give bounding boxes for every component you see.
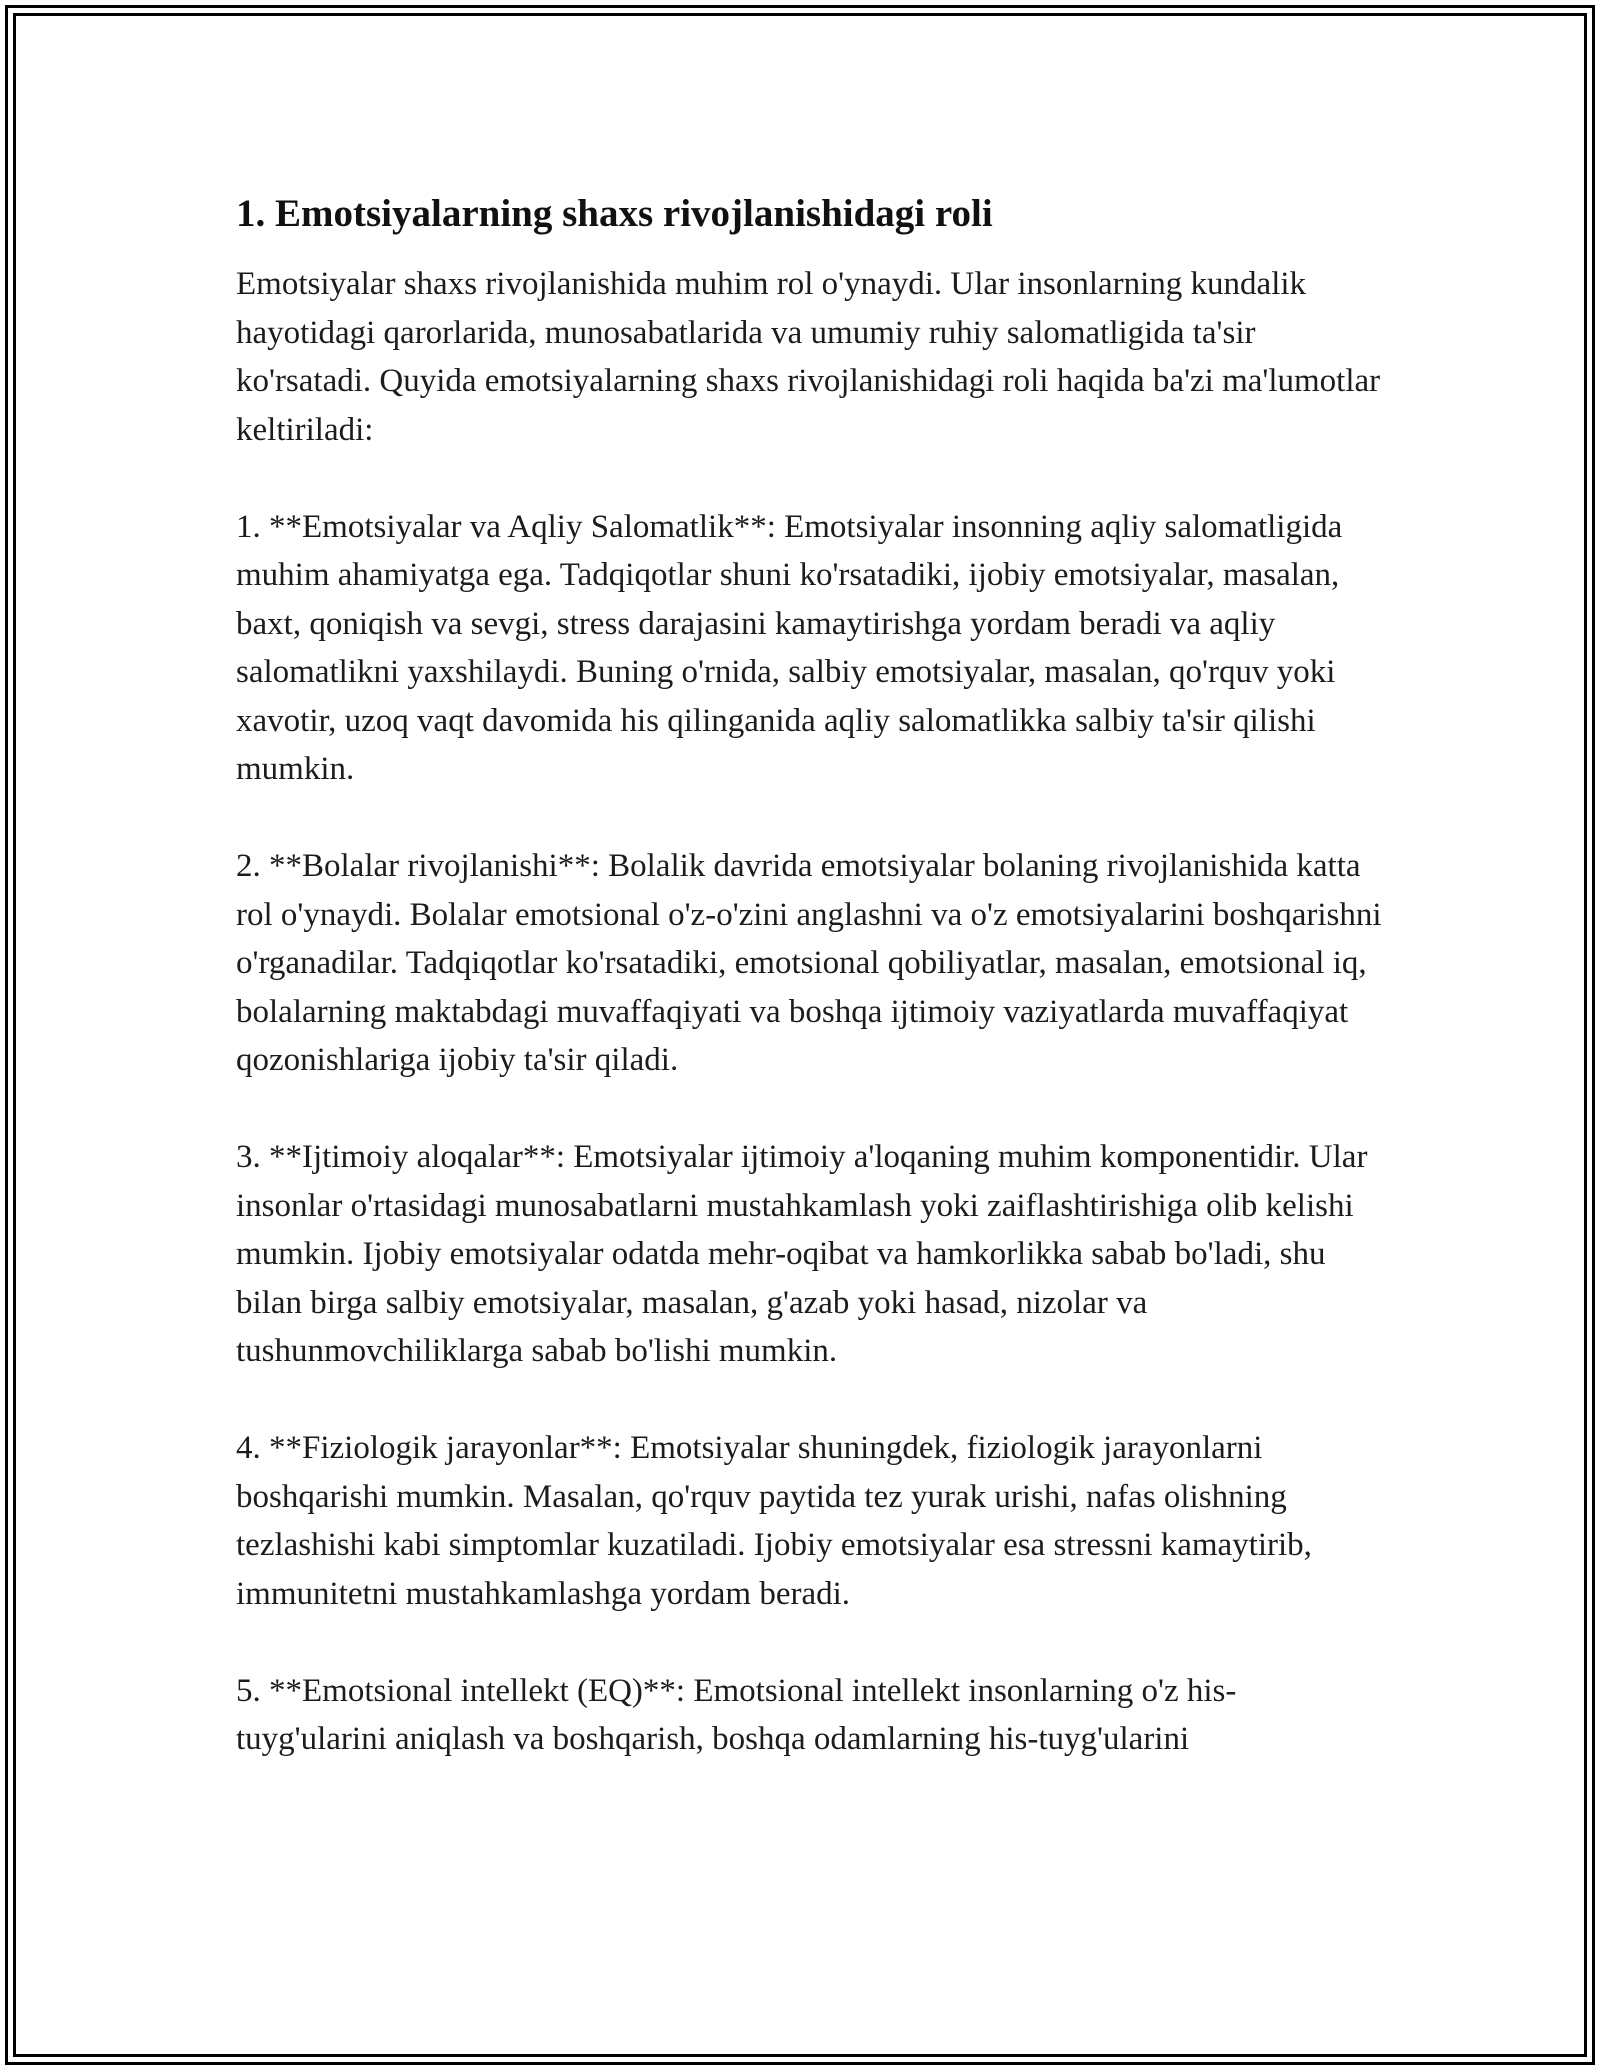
paragraph-physiological-processes: 4. **Fiziologik jarayonlar**: Emotsiyalar shuningdek, fiziologik jarayonlarni boshqarishi mumkin. Masalan, qo'rquv paytida tez yurak urishi, nafas olishning tezlashishi kabi simptomlar kuzatiladi. Ijobiy emotsiyalar esa stressni kamaytirib, immunitetni mustahkamlashga yordam beradi. bbox=[236, 1430, 1312, 1612]
paragraph-social-relations: 3. **Ijtimoiy aloqalar**: Emotsiyalar ijtimoiy a'loqaning muhim komponentidir. Ular insonlar o'rtasidagi munosabatlarni mustahkamlash yoki zaiflashtirishiga olib kelishi mumkin. Ijobiy emotsiyalar odatda mehr-oqibat va hamkorlikka sabab bo'ladi, shu bilan birga salbiy emotsiyalar, masalan, g'azab yoki hasad, nizolar va tushunmovchiliklarga sabab bo'lishi mumkin. bbox=[236, 1139, 1368, 1369]
intro-paragraph: Emotsiyalar shaxs rivojlanishida muhim rol o'ynaydi. Ular insonlarning kundalik hayotidagi qarorlarida, munosabatlarida va umumiy ruhiy salomatligida ta'sir ko'rsatadi. Quyida emotsiyalarning shaxs rivojlanishidagi roli haqida ba'zi ma'lumotlar keltiriladi: bbox=[236, 266, 1381, 448]
document-body bbox=[236, 188, 1386, 1812]
section-heading: 1. Emotsiyalarning shaxs rivojlanishidagi roli bbox=[236, 192, 993, 235]
paragraph-mental-health: 1. **Emotsiyalar va Aqliy Salomatlik**: Emotsiyalar insonning aqliy salomatligida muhim ahamiyatga ega. Tadqiqotlar shuni ko'rsatadiki, ijobiy emotsiyalar, masalan, baxt, qoniqish va sevgi, stress darajasini kamaytirishga yordam beradi va aqliy salomatlikni yaxshilaydi. Buning o'rnida, salbiy emotsiyalar, masalan, qo'rquv yoki xavotir, uzoq vaqt davomida his qilinganida aqliy salomatlikka salbiy ta'sir qilishi mumkin. bbox=[236, 508, 1343, 787]
paragraph-child-development: 2. **Bolalar rivojlanishi**: Bolalik davrida emotsiyalar bolaning rivojlanishida katta rol o'ynaydi. Bolalar emotsional o'z-o'zini anglashni va o'z emotsiyalarini boshqarishni o'rganadilar. Tadqiqotlar ko'rsatadiki, emotsional qobiliyatlar, masalan, emotsional iq, bolalarning maktabdagi muvaffaqiyati va boshqa ijtimoiy vaziyatlarda muvaffaqiyat qozonishlariga ijobiy ta'sir qiladi. bbox=[236, 848, 1382, 1078]
paragraph-emotional-intelligence: 5. **Emotsional intellekt (EQ)**: Emotsional intellekt insonlarning o'z his-tuyg'ularini aniqlash va boshqarish, boshqa odamlarning his-tuyg'ularini bbox=[236, 1672, 1237, 1757]
